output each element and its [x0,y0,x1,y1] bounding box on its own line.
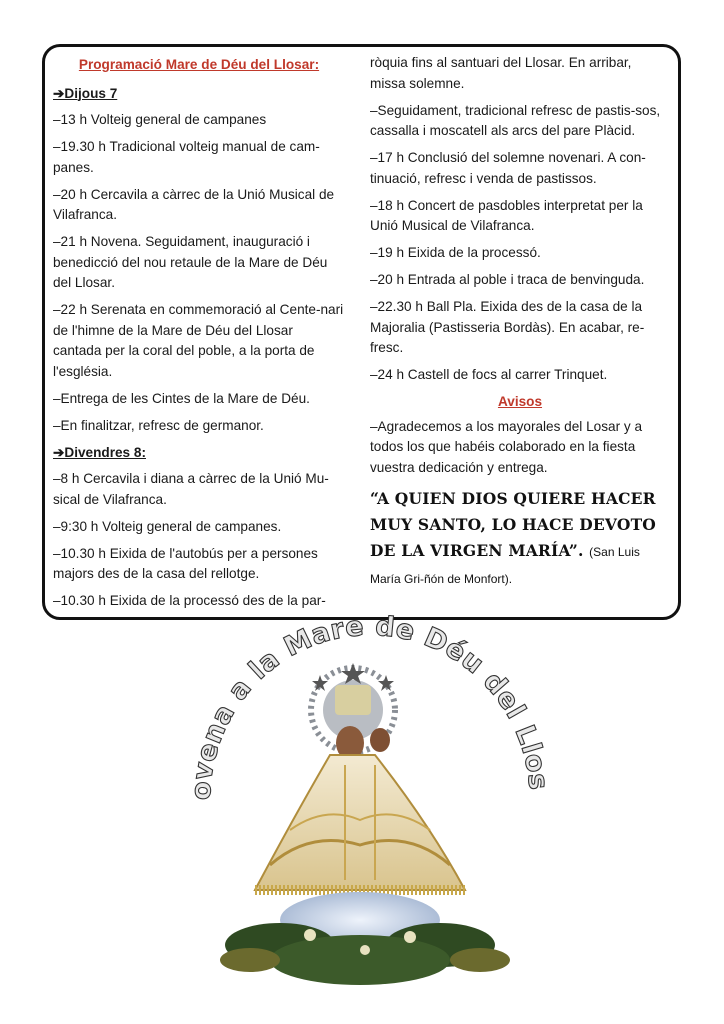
quote-author: (San Luis María Gri-ñón de Monfort). [370,545,640,586]
program-left-column [53,53,345,618]
program-item: –19.30 h Tradicional volteig manual de cam-panes. [53,139,320,175]
program-item: –22.30 h Ball Pla. Eixida des de la casa de la Majoralia (Pastisseria Bordàs). En acabar, re-fresc. [370,299,645,355]
virgin-mantle [255,755,465,890]
day-thursday-heading: ➔Dijous 7 [53,85,118,101]
program-item: –22 h Serenata en commemoració al Cente-nari de l'himne de la Mare de Déu del Llosar cantada per la coral del poble, a la porta de l'església. [53,302,344,379]
program-item: –18 h Concert de pasdobles interpretat per la Unió Musical de Vilafranca. [370,197,643,233]
program-item: –13 h Volteig general de campanes [53,112,267,127]
program-item: –En finalitzar, refresc de germanor. [53,417,264,433]
avisos-text: –Agradecemos a los mayorales del Losar y a todos los que habéis colaborado en la fiesta vuestra dedicación y entrega. [370,418,643,475]
program-item: –10.30 h Eixida de la processó des de la par- [53,593,326,608]
program-item: –19 h Eixida de la processó. [370,245,541,260]
program-box [42,44,681,620]
program-item: –20 h Cercavila a càrrec de la Unió Musical de Vilafranca. [53,186,335,222]
arc-title: ovena a la Mare de Déu del Llos [185,615,554,801]
program-item: –9:30 h Volteig general de campanes. [53,518,282,534]
program-item: –Entrega de les Cintes de la Mare de Déu. [53,390,310,406]
day-friday-heading: ➔Divendres 8: [53,444,146,460]
virgin-illustration [160,615,580,1015]
avisos-heading: Avisos [497,394,543,409]
program-item: ròquia fins al santuari del Llosar. En arribar, missa solemne. [370,55,632,91]
program-item: –17 h Conclusió del solemne novenari. A con-tinuació, refresc i venda de pastissos. [370,150,646,186]
program-item: –8 h Cercavila i diana a càrrec de la Unió Mu-sical de Vilafranca. [53,471,329,507]
program-item: –24 h Castell de focs al carrer Trinquet. [370,367,608,382]
program-right-column [370,53,670,592]
virgin-statue-image [160,615,580,1015]
program-item: –20 h Entrada al poble i traca de benvinguda. [370,272,645,287]
child-face [370,728,390,752]
program-heading: Programació Mare de Déu del Llosar: [78,57,320,72]
program-item: –21 h Novena. Seguidament, inauguració i benedicció del nou retaule de la Mare de Déu del Llosar. [53,234,328,290]
program-item: –Seguidament, tradicional refresc de pastis-sos, cassalla i moscatell als arcs del pare Plàcid. [370,102,661,138]
program-item: –10.30 h Eixida de l'autobús per a persones majors des de la casa del rellotge. [53,545,318,581]
quote [370,486,670,592]
quote-text: “A QUIEN DIOS QUIERE HACER MUY SANTO, LO HACE DEVOTO DE LA VIRGEN MARÍA”. [370,489,657,560]
